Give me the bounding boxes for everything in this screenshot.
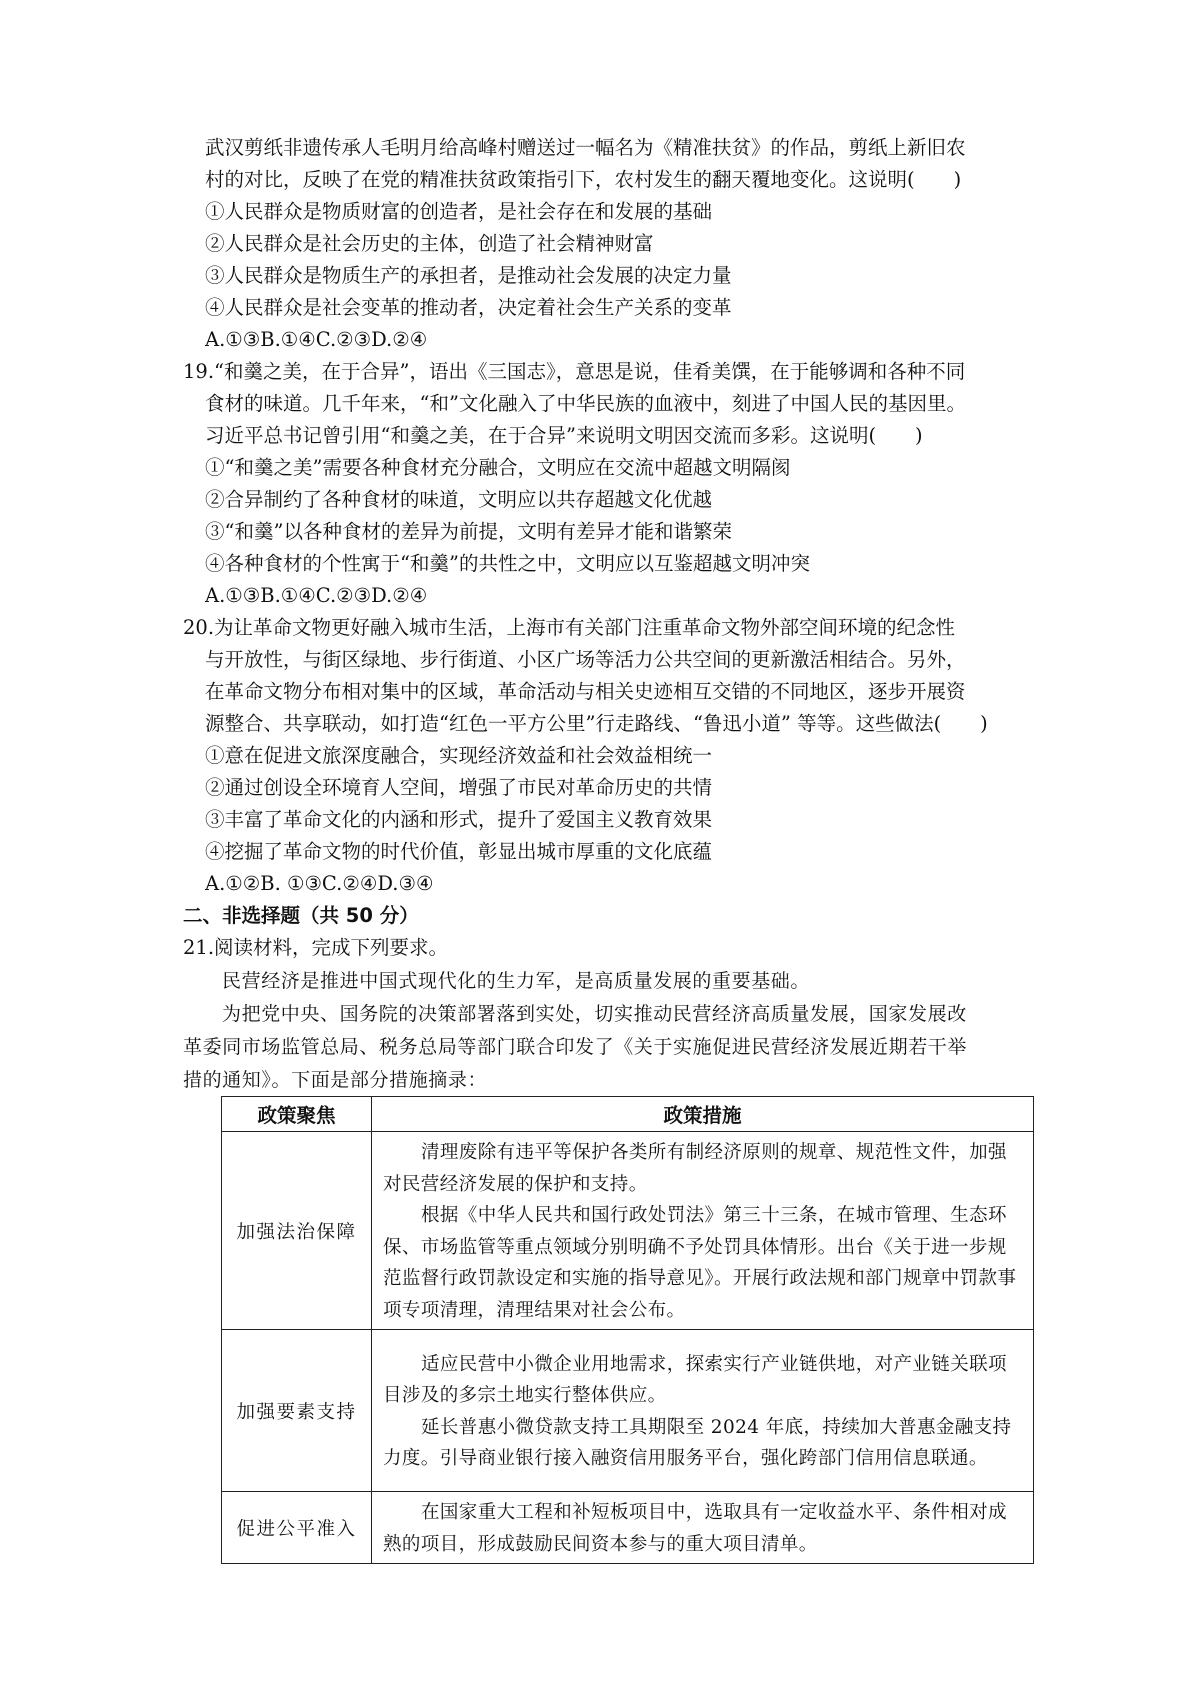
table-row [222,1492,1034,1564]
q20-option-4: ④挖掘了革命文物的时代价值，彰显出城市厚重的文化底蕴 [205,840,713,863]
q18-stem-line1: 武汉剪纸非遗传承人毛明月给高峰村赠送过一幅名为《精准扶贫》的作品，剪纸上新旧农 [205,136,966,159]
policy-focus-cell: 促进公平准入 [222,1492,372,1564]
q20-option-3: ③丰富了革命文化的内涵和形式，提升了爱国主义教育效果 [205,808,713,831]
q21-material-para2-line1: 为把党中央、国务院的决策部署落到实处，切实推动民营经济高质量发展，国家发展改 [222,1003,967,1025]
table-header-row [222,1097,1034,1132]
policy-measure-text: 延长普惠小微贷款支持工具期限至 2024 年底，持续加大普惠金融支持力度。引导商业银行接入融资信用服务平台，强化跨部门信用信息联通。 [383,1416,1012,1469]
q19-stem-line2: 食材的味道。几千年来，“和”文化融入了中华民族的血液中，刻进了中国人民的基因里。 [205,392,966,415]
q18-option-1: ①人民群众是物质财富的创造者，是社会存在和发展的基础 [205,200,713,223]
q19-option-2: ②合异制约了各种食材的味道，文明应以共存超越文化优越 [205,488,713,511]
q20-stem-line3: 在革命文物分布相对集中的区域，革命活动与相关史迹相互交错的不同地区，逐步开展资 [205,680,966,703]
q19-stem-line3: 习近平总书记曾引用“和羹之美，在于合异”来说明文明因交流而多彩。这说明( ) [205,424,923,447]
q20-option-1: ①意在促进文旅深度融合，实现经济效益和社会效益相统一 [205,744,713,767]
table-row [222,1330,1034,1492]
q20-option-2: ②通过创设全环境育人空间，增强了市民对革命历史的共情 [205,776,713,799]
q19-option-3: ③“和羹”以各种食材的差异为前提，文明有差异才能和谐繁荣 [205,520,732,543]
q19-answer-choices: A.①③B.①④C.②③D.②④ [205,584,428,607]
q19-stem-line1: 19.“和羹之美，在于合异”，语出《三国志》，意思是说，佳肴美馔，在于能够调和各种不同 [183,360,966,383]
table-header-measures: 政策措施 [372,1097,1034,1132]
policy-table [221,1096,1034,1564]
q19-option-1: ①“和羹之美”需要各种食材充分融合，文明应在交流中超越文明隔阂 [205,456,791,479]
policy-measure-text: 根据《中华人民共和国行政处罚法》第三十三条，在城市管理、生态环保、市场监管等重点领域分别明确不予处罚具体情形。出台《关于进一步规范监督行政罚款设定和实施的指导意见》。开展行政法规和部门规章中罚款事项专项清理，清理结果对社会公布。 [383,1205,1017,1321]
table-header-focus: 政策聚焦 [222,1097,372,1132]
policy-measures-cell [372,1492,1034,1564]
q21-material-para1: 民营经济是推进中国式现代化的生力军，是高质量发展的重要基础。 [222,970,811,992]
q20-answer-choices: A.①②B. ①③C.②④D.③④ [205,872,434,895]
policy-measure-text: 在国家重大工程和补短板项目中，选取具有一定收益水平、条件相对成熟的项目，形成鼓励民间资本参与的重大项目清单。 [383,1502,1007,1555]
q20-stem-line1: 20.为让革命文物更好融入城市生活，上海市有关部门注重革命文物外部空间环境的纪念性 [183,616,956,639]
q18-answer-choices: A.①③B.①④C.②③D.②④ [205,328,428,351]
policy-focus-cell: 加强法治保障 [222,1132,372,1330]
q18-option-2: ②人民群众是社会历史的主体，创造了社会精神财富 [205,232,654,255]
policy-measure-text: 适应民营中小微企业用地需求，探索实行产业链供地，对产业链关联项目涉及的多宗土地实行整体供应。 [383,1353,1007,1406]
policy-focus-cell: 加强要素支持 [222,1330,372,1492]
q20-stem-line2: 与开放性，与街区绿地、步行街道、小区广场等活力公共空间的更新激活相结合。另外， [205,648,966,671]
policy-measures-cell [372,1330,1034,1492]
section-heading: 二、非选择题（共 50 分） [183,904,419,927]
q18-option-3: ③人民群众是物质生产的承担者，是推动社会发展的决定力量 [205,264,732,287]
policy-measure-text: 清理废除有违平等保护各类所有制经济原则的规章、规范性文件，加强对民营经济发展的保护和支持。 [383,1142,1007,1195]
q20-stem-line4: 源整合、共享联动，如打造“红色一平方公里”行走路线、“鲁迅小道” 等等。这些做法( ) [205,712,988,735]
q18-stem-line2: 村的对比，反映了在党的精准扶贫政策指引下，农村发生的翻天覆地变化。这说明( ) [205,168,962,191]
q18-option-4: ④人民群众是社会变革的推动者，决定着社会生产关系的变革 [205,296,732,319]
q21-stem: 21.阅读材料，完成下列要求。 [183,936,449,959]
q21-material-para2-line3: 措的通知》。下面是部分措施摘录： [183,1069,488,1091]
policy-measures-cell [372,1132,1034,1330]
table-row [222,1132,1034,1330]
q21-material-para2-line2: 革委同市场监管总局、税务总局等部门联合印发了《关于实施促进民营经济发展近期若干举 [183,1036,968,1058]
q19-option-4: ④各种食材的个性寓于“和羹”的共性之中，文明应以互鉴超越文明冲突 [205,552,810,575]
